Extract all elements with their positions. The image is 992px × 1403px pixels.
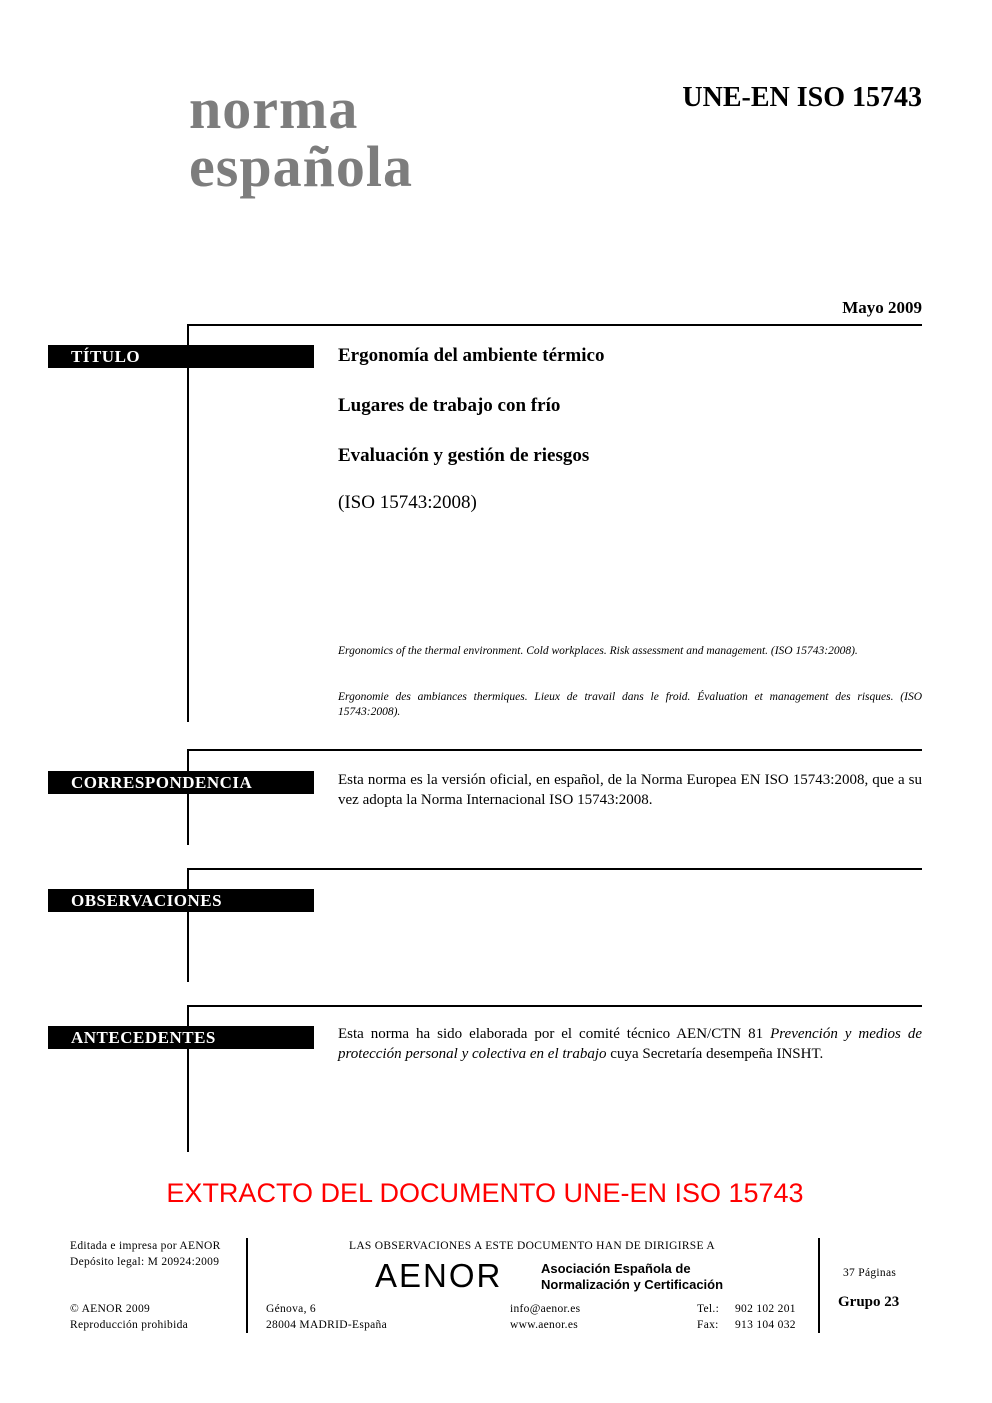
footer-edited: Editada e impresa por AENOR [70, 1240, 221, 1252]
norma-line1: norma [189, 76, 359, 141]
antecedentes-committee-name: Prevención y medios de protección personal y colectiva en el trabajo [338, 1026, 922, 1062]
standard-code: UNE-EN ISO 15743 [682, 82, 922, 113]
footer-address-city: 28004 MADRID-España [266, 1319, 388, 1331]
publication-date: Mayo 2009 [842, 298, 922, 317]
footer-website[interactable]: www.aenor.es [510, 1319, 579, 1331]
antecedentes-text-part2: cuya Secretaría desempeña INSHT. [606, 1046, 824, 1062]
norma-line2: española [189, 134, 413, 199]
aenor-sub-line2: Normalización y Certificación [541, 1277, 724, 1292]
section-label-observaciones: OBSERVACIONES [48, 889, 314, 912]
norma-espanola-heading [189, 76, 413, 199]
section-vline-observaciones [187, 868, 189, 982]
section-divider-observaciones [188, 868, 922, 870]
footer-copyright: © AENOR 2009 [70, 1303, 151, 1315]
footer-copyright-info [70, 1301, 188, 1333]
footer-email[interactable]: info@aenor.es [510, 1303, 581, 1315]
section-label-antecedentes: ANTECEDENTES [48, 1026, 314, 1049]
title-line-2: Lugares de trabajo con frío [338, 395, 561, 416]
footer-tel-label: Tel.: [697, 1303, 720, 1315]
aenor-sub-line1: Asociación Española de [541, 1261, 691, 1276]
aenor-logo-text: AENOR [375, 1257, 503, 1294]
section-label-correspondencia: CORRESPONDENCIA [48, 771, 314, 794]
extract-notice: EXTRACTO DEL DOCUMENTO UNE-EN ISO 15743 [166, 1178, 804, 1208]
correspondencia-text: Esta norma es la versión oficial, en español, de la Norma Europea EN ISO 15743:2008, que a su vez adopta la Norma Internacional ISO 15743:2008. [338, 772, 922, 808]
footer-address-street: Génova, 6 [266, 1303, 316, 1315]
footer-phone-labels [697, 1301, 719, 1333]
aenor-full-name [541, 1261, 723, 1293]
titulo-content [338, 345, 922, 514]
antecedentes-text [338, 1024, 922, 1064]
title-line-3: Evaluación y gestión de riesgos [338, 445, 590, 466]
title-english: Ergonomics of the thermal environment. Cold workplaces. Risk assessment and management. (ISO 15743:2008). [338, 645, 858, 657]
footer-deposit: Depósito legal: M 20924:2009 [70, 1256, 220, 1268]
section-divider-antecedentes [188, 1005, 922, 1007]
title-french: Ergonomie des ambiances thermiques. Lieux de travail dans le froid. Évaluation et management des risques. (ISO 15743:2008). [338, 691, 922, 718]
section-divider-correspondencia [188, 749, 922, 751]
footer-fax-label: Fax: [697, 1319, 719, 1331]
footer-page-count: 37 Páginas [843, 1267, 897, 1279]
footer-tel: 902 102 201 [735, 1303, 796, 1315]
section-label-titulo: TÍTULO [48, 345, 314, 368]
title-line-1: Ergonomía del ambiente térmico [338, 345, 605, 366]
footer-reproduction: Reproducción prohibida [70, 1319, 189, 1331]
footer-divider-right [818, 1238, 820, 1333]
footer-contact-web [510, 1301, 580, 1333]
footer-observations-note: LAS OBSERVACIONES A ESTE DOCUMENTO HAN DE DIRIGIRSE A [349, 1240, 715, 1252]
aenor-logo [375, 1257, 502, 1295]
title-iso-ref: (ISO 15743:2008) [338, 492, 477, 513]
footer-phone-numbers [735, 1301, 796, 1333]
footer-fax: 913 104 032 [735, 1319, 796, 1331]
footer-edition-info [70, 1238, 221, 1270]
footer-group: Grupo 23 [838, 1294, 900, 1310]
section-divider-titulo [188, 324, 922, 326]
section-vline-titulo [187, 324, 189, 722]
antecedentes-text-part1: Esta norma ha sido elaborada por el comité técnico AEN/CTN 81 [338, 1026, 771, 1042]
section-vline-correspondencia [187, 749, 189, 845]
footer-address [266, 1301, 387, 1333]
